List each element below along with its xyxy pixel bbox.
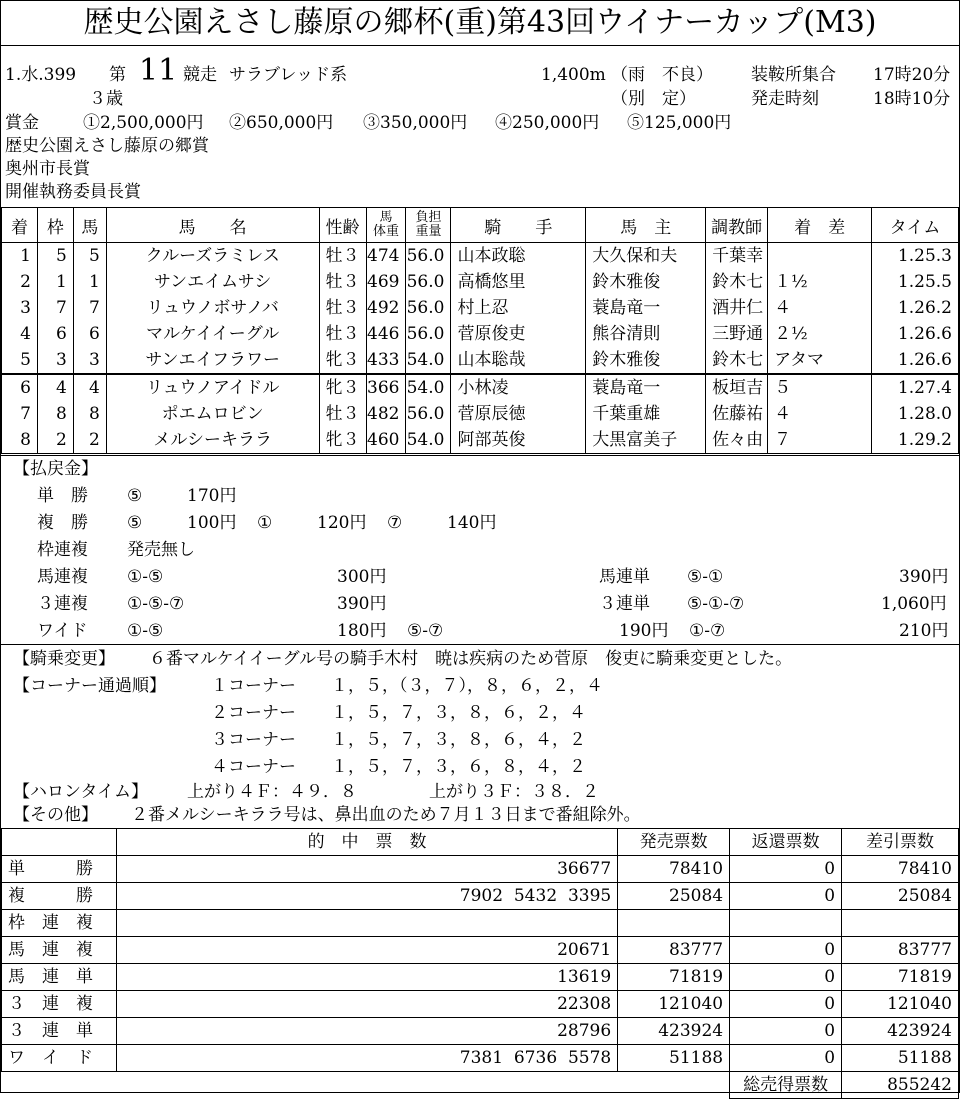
result-margin: ４ — [768, 401, 872, 427]
result-sexage: 牡３ — [319, 321, 366, 347]
result-trainer: 酒井仁 — [706, 295, 768, 321]
result-rank: 8 — [2, 427, 38, 454]
votes-label: 馬 連 複 — [2, 937, 117, 964]
votes-sold: 83777 — [618, 937, 730, 964]
result-load: 56.0 — [406, 295, 451, 321]
result-row — [2, 347, 959, 374]
wide-amt-2: 190円 — [619, 621, 669, 641]
header-name: 馬 名 — [106, 208, 319, 243]
votes-label: 複 勝 — [2, 883, 117, 910]
result-jockey: 山本聡哉 — [451, 347, 586, 374]
result-name: サンエイムサシ — [106, 269, 319, 295]
trifecta-label: ３連単 — [599, 594, 650, 614]
result-num: 8 — [73, 401, 106, 427]
header-sexage: 性齢 — [319, 208, 366, 243]
votes-sold: 71819 — [618, 964, 730, 991]
result-name: メルシーキララ — [106, 427, 319, 454]
votes-row — [2, 964, 959, 991]
result-time: 1.28.0 — [872, 401, 959, 427]
result-rank: 3 — [2, 295, 38, 321]
result-rank: 6 — [2, 374, 38, 401]
votes-label: ワ イ ド — [2, 1045, 117, 1072]
result-margin: ４ — [768, 295, 872, 321]
result-gate: 6 — [37, 321, 73, 347]
wakuren-label: 枠連複 — [37, 540, 88, 560]
result-time: 1.26.6 — [872, 321, 959, 347]
result-sexage: 牡３ — [319, 295, 366, 321]
result-weight: 433 — [366, 347, 406, 374]
fukusho-amt-3: 140円 — [447, 513, 497, 533]
votes-refund — [730, 910, 842, 937]
votes-net: 121040 — [842, 991, 959, 1018]
result-sexage: 牝３ — [319, 374, 366, 401]
result-load: 56.0 — [406, 243, 451, 270]
prize-2: ②650,000円 — [229, 113, 334, 133]
corner-1-label: １コーナー — [211, 676, 296, 696]
result-name: クルーズラミレス — [106, 243, 319, 270]
result-rank: 4 — [2, 321, 38, 347]
trifecta-amt: 1,060円 — [881, 594, 947, 614]
result-jockey: 小林凌 — [451, 374, 586, 401]
header-load-bottom: 重量 — [415, 224, 442, 239]
votes-table — [1, 828, 959, 1099]
result-gate: 5 — [37, 243, 73, 270]
result-trainer: 鈴木七 — [706, 347, 768, 374]
result-owner: 鈴木雅俊 — [586, 269, 706, 295]
header-trainer: 調教師 — [706, 208, 768, 243]
trio-label: ３連複 — [37, 594, 88, 614]
prize-3: ③350,000円 — [363, 113, 468, 133]
votes-row — [2, 991, 959, 1018]
result-gate: 4 — [37, 374, 73, 401]
furlong-3f: 上がり３Ｆ：３８．２ — [429, 782, 599, 802]
votes-header-row — [2, 829, 959, 856]
result-margin: ５ — [768, 374, 872, 401]
result-load: 54.0 — [406, 427, 451, 454]
result-name: ポエムロビン — [106, 401, 319, 427]
result-gate: 7 — [37, 295, 73, 321]
race-no-suffix: 競走 — [183, 65, 217, 85]
result-row — [2, 243, 959, 270]
fukusho-amt-1: 100円 — [187, 513, 237, 533]
result-trainer: 佐藤祐 — [706, 401, 768, 427]
votes-hit: 7381 6736 5578 — [116, 1045, 617, 1072]
result-gate: 3 — [37, 347, 73, 374]
result-name: マルケイイーグル — [106, 321, 319, 347]
weather-track: （雨 不良） — [611, 65, 713, 85]
result-owner: 大黒富美子 — [586, 427, 706, 454]
result-trainer: 佐々由 — [706, 427, 768, 454]
assemble-label: 装鞍所集合 — [751, 65, 836, 85]
other-label: 【その他】 — [13, 805, 98, 825]
umaren-amt: 300円 — [337, 567, 387, 587]
breed: サラブレッド系 — [229, 65, 348, 85]
result-time: 1.29.2 — [872, 427, 959, 454]
result-jockey: 阿部英俊 — [451, 427, 586, 454]
votes-hit: 36677 — [116, 856, 617, 883]
votes-label: 馬 連 単 — [2, 964, 117, 991]
votes-refund: 0 — [730, 883, 842, 910]
corner-4-label: ４コーナー — [211, 757, 296, 777]
result-jockey: 菅原俊吏 — [451, 321, 586, 347]
votes-hit: 28796 — [116, 1018, 617, 1045]
result-load: 54.0 — [406, 347, 451, 374]
result-margin: アタマ — [768, 347, 872, 374]
result-gate: 8 — [37, 401, 73, 427]
votes-refund: 0 — [730, 991, 842, 1018]
race-no-prefix: 第 — [109, 65, 126, 85]
fukusho-num-2: ① — [257, 513, 273, 533]
result-rank: 1 — [2, 243, 38, 270]
votes-header-blank — [2, 829, 117, 856]
result-owner: 蓑島竜一 — [586, 295, 706, 321]
header-rank: 着 — [2, 208, 38, 243]
result-time: 1.25.5 — [872, 269, 959, 295]
votes-total-label: 総売得票数 — [730, 1072, 842, 1099]
fukusho-amt-2: 120円 — [317, 513, 367, 533]
corner-2-label: ２コーナー — [211, 703, 296, 723]
votes-net: 423924 — [842, 1018, 959, 1045]
votes-hit: 13619 — [116, 964, 617, 991]
result-margin: ２½ — [768, 321, 872, 347]
results-header-row — [2, 208, 959, 243]
result-load: 56.0 — [406, 269, 451, 295]
corner-label: 【コーナー通過順】 — [13, 676, 166, 696]
result-trainer: 千葉幸 — [706, 243, 768, 270]
tansho-amt: 170円 — [187, 486, 237, 506]
result-num: 6 — [73, 321, 106, 347]
jockey-change-label: 【騎乗変更】 — [13, 649, 115, 669]
votes-refund: 0 — [730, 937, 842, 964]
result-name: リュウノアイドル — [106, 374, 319, 401]
votes-row — [2, 910, 959, 937]
votes-label: ３ 連 複 — [2, 991, 117, 1018]
votes-sold: 423924 — [618, 1018, 730, 1045]
result-row — [2, 269, 959, 295]
award-1: 歴史公園えさし藤原の郷賞 — [5, 136, 209, 156]
result-time: 1.25.3 — [872, 243, 959, 270]
result-row — [2, 295, 959, 321]
votes-label: 単 勝 — [2, 856, 117, 883]
votes-sold — [618, 910, 730, 937]
result-name: サンエイフラワー — [106, 347, 319, 374]
votes-hit — [116, 910, 617, 937]
votes-label: ３ 連 単 — [2, 1018, 117, 1045]
header-gate: 枠 — [37, 208, 73, 243]
result-weight: 492 — [366, 295, 406, 321]
distance: 1,400m — [541, 65, 606, 85]
votes-net: 83777 — [842, 937, 959, 964]
result-gate: 1 — [37, 269, 73, 295]
result-trainer: 鈴木七 — [706, 269, 768, 295]
fukusho-num-3: ⑦ — [387, 513, 403, 533]
wide-amt-3: 210円 — [899, 621, 949, 641]
trifecta-combo: ⑤-①-⑦ — [687, 594, 745, 614]
prize-4: ④250,000円 — [495, 113, 600, 133]
corner-3-order: １，５，７，３，８，６，４，２ — [331, 730, 586, 750]
votes-body — [2, 856, 959, 1072]
result-row — [2, 401, 959, 427]
result-num: 5 — [73, 243, 106, 270]
result-rank: 5 — [2, 347, 38, 374]
wide-combo-3: ①-⑦ — [689, 621, 726, 641]
prize-1: ①2,500,000円 — [83, 113, 204, 133]
corner-2-order: １，５，７，３，８，６，２，４ — [331, 703, 586, 723]
result-load: 56.0 — [406, 401, 451, 427]
trio-combo: ①-⑤-⑦ — [127, 594, 185, 614]
header-weight-bottom: 体重 — [372, 224, 399, 239]
header-weight-top: 馬 — [379, 210, 393, 225]
umatan-combo: ⑤-① — [687, 567, 724, 587]
umaren-combo: ①-⑤ — [127, 567, 164, 587]
result-rank: 7 — [2, 401, 38, 427]
result-time: 1.27.4 — [872, 374, 959, 401]
votes-refund: 0 — [730, 1045, 842, 1072]
votes-refund: 0 — [730, 1018, 842, 1045]
corner-1-order: １，５，（３，７），８，６，２，４ — [331, 676, 603, 696]
votes-refund: 0 — [730, 856, 842, 883]
age-condition: ３歳 — [89, 89, 123, 109]
award-3: 開催執務委員長賞 — [5, 182, 141, 202]
furlong-4f: 上がり４Ｆ：４９．８ — [187, 782, 357, 802]
votes-row — [2, 856, 959, 883]
votes-sold: 25084 — [618, 883, 730, 910]
wide-combo-1: ①-⑤ — [127, 621, 164, 641]
votes-sold: 78410 — [618, 856, 730, 883]
votes-row — [2, 883, 959, 910]
result-gate: 2 — [37, 427, 73, 454]
prize-label: 賞金 — [5, 113, 39, 133]
result-jockey: 村上忍 — [451, 295, 586, 321]
result-row — [2, 321, 959, 347]
votes-label: 枠 連 複 — [2, 910, 117, 937]
header-load — [406, 208, 451, 243]
result-sexage: 牝３ — [319, 427, 366, 454]
header-time: タイム — [872, 208, 959, 243]
result-margin: １½ — [768, 269, 872, 295]
result-weight: 469 — [366, 269, 406, 295]
furlong-label: 【ハロンタイム】 — [13, 782, 148, 802]
jockey-change-text: ６番マルケイイーグル号の騎手木村 暁は疾病のため菅原 俊吏に騎乗変更とした。 — [149, 649, 793, 669]
result-row — [2, 427, 959, 454]
wakuren-value: 発売無し — [127, 540, 195, 560]
votes-header-hit: 的 中 票 数 — [116, 829, 617, 856]
header-load-top: 負担 — [415, 210, 442, 225]
payout-divider — [1, 455, 959, 456]
votes-net: 71819 — [842, 964, 959, 991]
notes-divider — [1, 644, 959, 645]
payout-header: 【払戻金】 — [13, 459, 98, 479]
votes-header-refund: 返還票数 — [730, 829, 842, 856]
result-weight: 482 — [366, 401, 406, 427]
votes-row — [2, 1045, 959, 1072]
result-weight: 474 — [366, 243, 406, 270]
result-sexage: 牝３ — [319, 347, 366, 374]
result-jockey: 山本政聡 — [451, 243, 586, 270]
assemble-time: 17時20分 — [873, 65, 951, 85]
race-number: 11 — [139, 53, 178, 88]
result-owner: 鈴木雅俊 — [586, 347, 706, 374]
result-num: 1 — [73, 269, 106, 295]
votes-net: 25084 — [842, 883, 959, 910]
fukusho-num-1: ⑤ — [127, 513, 143, 533]
wide-amt-1: 180円 — [337, 621, 387, 641]
award-2: 奥州市長賞 — [5, 159, 90, 179]
votes-header-net: 差引票数 — [842, 829, 959, 856]
result-row — [2, 374, 959, 401]
header-owner: 馬 主 — [586, 208, 706, 243]
umaren-label: 馬連複 — [37, 567, 88, 587]
result-num: 2 — [73, 427, 106, 454]
result-time: 1.26.6 — [872, 347, 959, 374]
votes-row — [2, 937, 959, 964]
result-trainer: 三野通 — [706, 321, 768, 347]
result-load: 56.0 — [406, 321, 451, 347]
result-jockey: 菅原辰徳 — [451, 401, 586, 427]
result-owner: 大久保和夫 — [586, 243, 706, 270]
votes-hit: 22308 — [116, 991, 617, 1018]
prize-5: ⑤125,000円 — [627, 113, 732, 133]
result-num: 4 — [73, 374, 106, 401]
votes-sold: 51188 — [618, 1045, 730, 1072]
votes-sold: 121040 — [618, 991, 730, 1018]
result-trainer: 板垣吉 — [706, 374, 768, 401]
result-sexage: 牡３ — [319, 243, 366, 270]
result-num: 7 — [73, 295, 106, 321]
result-margin — [768, 243, 872, 270]
result-margin: ７ — [768, 427, 872, 454]
wide-combo-2: ⑤-⑦ — [407, 621, 444, 641]
result-sexage: 牡３ — [319, 269, 366, 295]
result-name: リュウノボサノバ — [106, 295, 319, 321]
result-time: 1.26.2 — [872, 295, 959, 321]
umatan-amt: 390円 — [899, 567, 949, 587]
corner-4-order: １，５，７，３，６，８，４，２ — [331, 757, 586, 777]
other-text: ２番メルシーキララ号は、鼻出血のため７月１３日まで番組除外。 — [131, 805, 641, 825]
header-jockey: 騎 手 — [451, 208, 586, 243]
results-body — [2, 243, 959, 454]
result-load: 54.0 — [406, 374, 451, 401]
result-weight: 446 — [366, 321, 406, 347]
votes-net — [842, 910, 959, 937]
result-owner: 熊谷清則 — [586, 321, 706, 347]
results-table — [1, 207, 959, 454]
result-sexage: 牡３ — [319, 401, 366, 427]
trio-amt: 390円 — [337, 594, 387, 614]
header-margin: 着 差 — [768, 208, 872, 243]
result-owner: 千葉重雄 — [586, 401, 706, 427]
race-title: 歴史公園えさし藤原の郷杯(重)第43回ウイナーカップ(M3) — [1, 1, 959, 46]
result-owner: 蓑島竜一 — [586, 374, 706, 401]
result-rank: 2 — [2, 269, 38, 295]
wide-label: ワイド — [37, 621, 88, 641]
result-weight: 366 — [366, 374, 406, 401]
weight-rule: （別 定） — [611, 89, 696, 109]
votes-total-row — [2, 1072, 959, 1099]
result-num: 3 — [73, 347, 106, 374]
votes-total-value: 855242 — [842, 1072, 959, 1099]
votes-hit: 7902 5432 3395 — [116, 883, 617, 910]
umatan-label: 馬連単 — [599, 567, 650, 587]
start-label: 発走時刻 — [751, 89, 819, 109]
corner-3-label: ３コーナー — [211, 730, 296, 750]
votes-refund: 0 — [730, 964, 842, 991]
fukusho-label: 複 勝 — [37, 513, 88, 533]
votes-net: 51188 — [842, 1045, 959, 1072]
votes-net: 78410 — [842, 856, 959, 883]
tansho-num: ⑤ — [127, 486, 143, 506]
votes-total-blank — [2, 1072, 730, 1099]
header-weight — [366, 208, 406, 243]
votes-row — [2, 1018, 959, 1045]
votes-header-sold: 発売票数 — [618, 829, 730, 856]
votes-hit: 20671 — [116, 937, 617, 964]
header-num: 馬 — [73, 208, 106, 243]
result-weight: 460 — [366, 427, 406, 454]
race-code: 1.水.399 — [5, 65, 77, 85]
result-jockey: 高橋悠里 — [451, 269, 586, 295]
start-time: 18時10分 — [873, 89, 951, 109]
tansho-label: 単 勝 — [37, 486, 88, 506]
